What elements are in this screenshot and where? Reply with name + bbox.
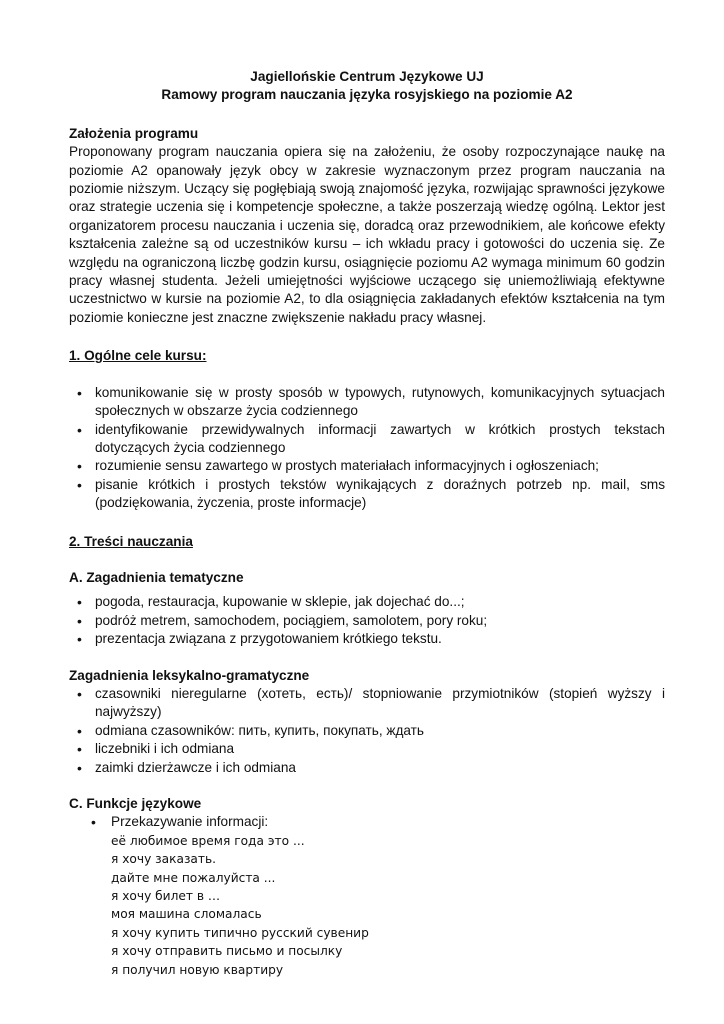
goals-list (69, 384, 665, 513)
list-item: • komunikowanie się w prosty sposób w typowych, rutynowych, komunikacyjnych sytuacjach społecznych w obszarze życia codziennego (69, 384, 665, 421)
russian-phrase: я хочу купить типично русский сувенир (111, 925, 369, 940)
list-item: • odmiana czasowników: пить, купить, покупать, ждать (69, 722, 665, 740)
russian-phrase: я получил новую квартиру (111, 962, 284, 977)
list-item: • identyfikowanie przewidywalnych informacji zawartych w krótkich prostych tekstach dotyczących życia codziennego (69, 421, 665, 458)
functions-item-label: Przekazywanie informacji: (111, 814, 269, 830)
goals-heading: 1. Ogólne cele kursu: (69, 348, 207, 364)
russian-phrase: я хочу заказать. (111, 852, 217, 867)
lexical-list (69, 685, 665, 777)
document-page (69, 58, 665, 979)
russian-phrase: я хочу отправить письмо и посылку (111, 944, 343, 959)
list-item: • rozumienie sensu zawartego w prostych materiałach informacyjnych i ogłoszeniach; (69, 457, 665, 475)
list-item: • podróż metrem, samochodem, pociągiem, samolotem, pory roku; (69, 612, 665, 630)
russian-phrase: моя машина сломалась (111, 907, 262, 922)
list-item (69, 813, 665, 979)
content-heading: 2. Treści nauczania (69, 533, 193, 549)
list-item: • czasowniki nieregularne (хотеть, есть)/ stopniowanie przymiotników (stopień wyższy i najwyższy) (69, 685, 665, 722)
thematic-list (69, 593, 665, 648)
russian-phrase: её любимое время года это ... (111, 833, 305, 848)
list-item: • pisanie krótkich i prostych tekstów wynikających z doraźnych potrzeb np. mail, sms (podziękowania, życzenia, proste informacje) (69, 476, 665, 513)
functions-heading: C. Funkcje językowe (69, 796, 202, 811)
assumptions-heading: Założenia programu (69, 125, 199, 141)
list-item: • prezentacja związana z przygotowaniem krótkiego tekstu. (69, 630, 665, 648)
russian-phrase: я хочу билет в … (111, 889, 221, 904)
assumptions-paragraph: Proponowany program nauczania opiera się na założeniu, że osoby rozpoczynające naukę na poziomie A2 opanowały język obcy w zakresie wyznaczonym przez program nauczania na poziomie niższym. Uczący się pogłębiają swoją znajomość języka, rozwijając sprawności językowe oraz strategie uczenia się i kompetencje społeczne, a także poszerzają wiedzę ogólną. Lektor jest organizatorem procesu nauczania i uczenia się, doradcą oraz przewodnikiem, ale końcowe efekty kształcenia zależne są od uczestników kursu – ich wkładu pracy i gotowości do uczenia się. Ze względu na ograniczoną liczbę godzin kursu, osiągnięcie poziomu A2 wymaga minimum 60 godzin pracy własnej studenta. Jeżeli umiejętności wyjściowe uczącego się uniemożliwiają efektywne uczestnictwo w kursie na poziomie A2, to dla osiągnięcia zakładanych efektów kształcenia na tym poziomie konieczne jest znaczne zwiększenie nakładu pracy własnej. (69, 144, 665, 325)
program-title: Ramowy program nauczania języka rosyjskiego na poziomie A2 (161, 87, 573, 103)
list-item: • pogoda, restauracja, kupowanie w sklepie, jak dojechać do...; (69, 593, 665, 611)
institution-title: Jagiellońskie Centrum Językowe UJ (250, 69, 484, 84)
lexical-heading: Zagadnienia leksykalno-gramatyczne (69, 667, 310, 683)
list-item: • zaimki dzierżawcze i ich odmiana (69, 759, 665, 777)
thematic-heading: A. Zagadnienia tematyczne (69, 569, 244, 585)
russian-phrase: дайте мне пожалуйста ... (111, 870, 276, 885)
functions-list (69, 813, 665, 979)
list-item: • liczebniki i ich odmiana (69, 740, 665, 758)
